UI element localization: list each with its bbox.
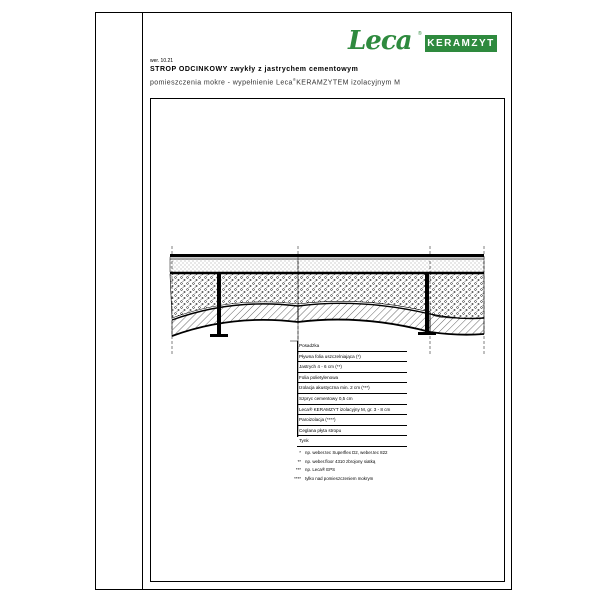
legend-row: Pływna folia uszczelniająca (*) — [297, 352, 407, 363]
footnote — [287, 449, 388, 458]
footnote-text: np. weber.floor 4310 zbrojony siatką — [305, 458, 376, 464]
legend-row: Izolacja akustyczna min. 2 cm (***) — [297, 383, 407, 394]
legend-row: Paroizolacja (****) — [297, 415, 407, 426]
logo-registered-mark: ® — [418, 31, 422, 37]
legend-row: Posadzka — [297, 341, 407, 352]
footnote — [287, 458, 388, 467]
layer-legend — [297, 341, 407, 447]
logo-badge: KERAMZYT — [425, 35, 497, 52]
footnote-mark: ** — [297, 458, 301, 464]
legend-row: Jastrych 4 - 6 cm (**) — [297, 362, 407, 373]
floor-finish-layer — [170, 254, 484, 257]
sheet-title: STROP ODCINKOWY zwykły z jastrychem cementowym — [150, 66, 359, 73]
logo-wordmark: Leca — [348, 26, 412, 56]
footnote-mark: **** — [294, 475, 301, 481]
sheet-number: wer. 10.21 — [150, 58, 174, 64]
subtitle-registered: ® — [292, 77, 297, 82]
footnote-mark: * — [299, 450, 301, 455]
footnote — [287, 466, 388, 475]
legend-row: Ceglana płyta stropu — [297, 426, 407, 437]
footnote — [287, 475, 388, 484]
footnote-text: np. Leca® EPS — [305, 467, 336, 472]
footnote-text: tylko nad pomieszczeniem mokrym — [305, 475, 374, 481]
legend-row: Szpryc cementowy 0,5 cm — [297, 394, 407, 405]
legend-row: Folia polietylenowa — [297, 373, 407, 384]
footnotes — [287, 449, 388, 483]
screed-layer — [170, 259, 484, 272]
subtitle-post: KERAMZYTEM izolacyjnym M — [296, 79, 401, 87]
footnote-text: np. weber.tec Superflex D2, weber.tec 822 — [305, 450, 388, 455]
legend-row: Tynk — [297, 436, 407, 447]
subtitle-pre: pomieszczenia mokre - wypełnienie Leca — [150, 79, 293, 87]
legend-row: Leca® KERAMZYT izolacyjny M, gr. 3 - 8 cm — [297, 405, 407, 416]
footnote-mark: *** — [295, 467, 301, 472]
